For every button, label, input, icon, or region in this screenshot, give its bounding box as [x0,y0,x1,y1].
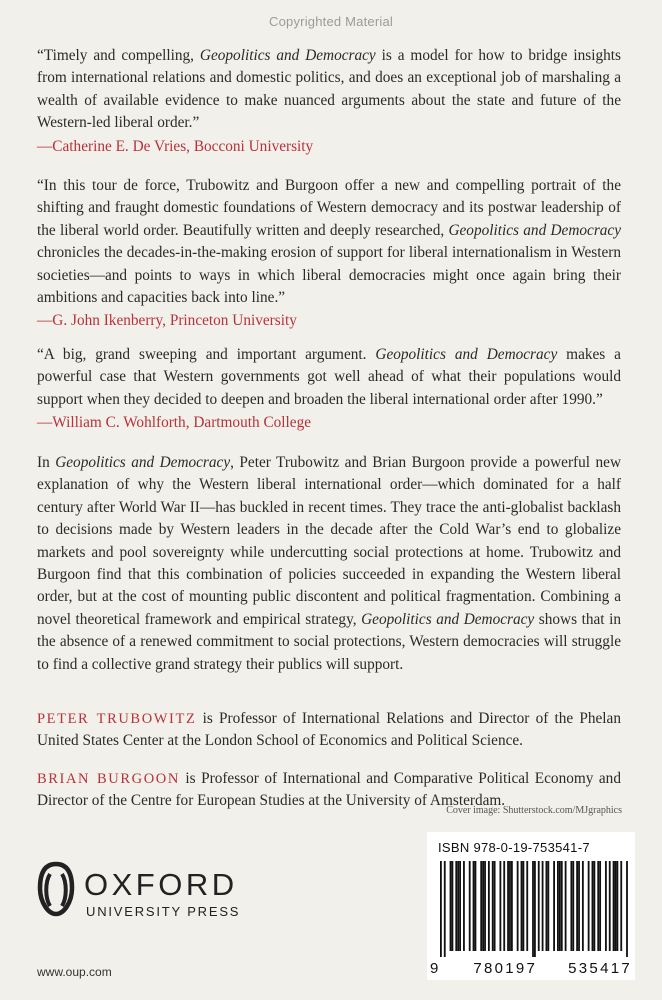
barcode-bar [459,861,461,951]
barcode-bar [542,861,544,951]
barcode-bar [582,861,584,951]
barcode-bar [576,861,578,951]
barcode-digit-group-2: 535417 [568,960,632,977]
barcode-bar [526,861,528,951]
barcode-bar [440,861,442,957]
book-title-italic: Geopolitics and Democracy [448,221,622,239]
barcode-bar [578,861,580,951]
isbn-label: ISBN 978-0-19-753541-7 [438,840,590,855]
isbn-barcode [440,861,628,957]
publisher-subtitle: UNIVERSITY PRESS [86,904,241,919]
review-attribution: —G. John Ikenberry, Princeton University [37,312,297,330]
review-attribution: —William C. Wohlforth, Dartmouth College [37,414,312,432]
barcode-digit-lead: 9 [430,960,439,977]
quote-text: chronicles the decades-in-the-making erosion of support for liberal internationalism in Western societies—and points to ways in which liberal democracies might once again bring their ambitions and capacities back into line.” [37,244,621,307]
barcode-bar [473,861,475,951]
barcode-bar [488,861,490,951]
barcode-bar [503,861,505,951]
barcode-bar [616,861,618,951]
barcode-bar [626,861,628,957]
book-title-italic: Geopolitics and Democracy [199,47,376,64]
barcode-bar [469,861,471,951]
barcode-bar [499,861,501,951]
barcode-bar [593,861,595,951]
barcode-bar [509,861,511,951]
barcode-bar [532,861,534,957]
barcode-bar [559,861,561,951]
copyright-watermark: Copyrighted Material [269,14,393,29]
barcode-bar [597,861,599,951]
review-attribution: —Catherine E. De Vries, Bocconi University [37,137,314,155]
book-title-italic: Geopolitics and Democracy [361,610,535,628]
author-bio-text: is Professor of International and Comparative Political Economy and Director of the Centre for European Studies at the University of Amsterdam. [37,770,621,810]
description-text: In [37,454,56,471]
barcode-bar [511,861,513,951]
barcode-digits [430,960,632,977]
barcode-bar [444,861,446,957]
quote-text: “In this tour de force, Trubowitz and Burgoon offer a new and compelling portrait of the shifting and fraught domestic foundations of Western democracy and its postwar leadership of the liberal world order. Beautifully written and deeply researched, [37,177,621,239]
barcode-bar [521,861,523,951]
cover-image-credit: Cover image: Shutterstock.com/MJgraphics [446,805,622,816]
review-quote [37,344,621,411]
barcode-bar [517,861,519,951]
barcode-bar [534,861,536,957]
barcode-bar [482,861,484,951]
author-name: BRIAN BURGOON [37,771,180,787]
author-bio-1 [37,708,621,753]
review-blurb-3 [37,344,621,435]
barcode-bar [450,861,452,951]
barcode-bar [605,861,607,951]
barcode-bar [457,861,459,951]
barcode-bar [538,861,540,951]
barcode-bar [557,861,559,951]
oxford-logo-icon [36,860,76,920]
barcode-bar [620,861,622,951]
quote-text: is a model for how to bridge insights from international relations and domestic politics, and does an exceptional job of marshaling a wealth of available evidence to make nuanced arguments about the state and future of the Western-led liberal order.” [37,47,621,132]
barcode-bar [494,861,496,951]
barcode-bar [613,861,615,951]
publisher-name: OXFORD [84,867,238,902]
barcode-bar [546,861,548,951]
barcode-bar [592,861,594,951]
quote-text: makes a powerful case that Western governments got well ahead of what their populations would support when they decided to deepen and broaden the liberal international order after 1990.” [37,346,621,408]
quote-text: “Timely and compelling, [37,47,200,64]
review-quote [37,45,621,135]
barcode-bar [572,861,574,951]
barcode-bar [452,861,454,951]
barcode-bar [547,861,549,951]
description-text: shows that in the absence of a renewed commitment to social protections, Western democracies will struggle to find a collective grand strategy their publics will support. [37,610,622,673]
barcode-bar [588,861,590,951]
author-name: PETER TRUBOWITZ [37,711,197,727]
barcode-bar [570,861,572,951]
barcode-bar [480,861,482,951]
review-blurb-2 [37,175,621,333]
barcode-bar [615,861,617,951]
publisher-website: www.oup.com [37,965,112,979]
book-title-italic: Geopolitics and Democracy [55,454,231,471]
barcode-bar [507,861,509,951]
description-text: , Peter Trubowitz and Brian Burgoon provide a powerful new explanation of why the Western liberal international order—which dominated for a half century after World War II—has buckled in recent times. They trace the anti-globalist backlash to decisions made by Western leaders in the decade after the Cold War’s end to globalize markets and pool sovereignty while undercutting social protections at home. Trubowitz and Burgoon find that this combination of policies succeeded in expanding the Western liberal order, but at the cost of mounting public discontent and political fragmentation. Combining a novel theoretical framework and empirical strategy, [37,454,621,628]
book-description [37,452,621,676]
barcode-digit-group-1: 780197 [473,960,538,977]
barcode-bar [522,861,524,951]
quote-text: “A big, grand sweeping and important argument. [37,346,376,363]
barcode-bar [609,861,611,951]
book-title-italic: Geopolitics and Democracy [375,346,558,363]
barcode-bar [565,861,567,951]
barcode-bar [455,861,457,951]
author-bio-text: is Professor of International Relations and Director of the Phelan United States Center at the London School of Economics and Political Science. [37,710,621,750]
barcode-bar [475,861,477,951]
barcode-bar [463,861,465,951]
review-quote [37,175,621,309]
barcode-bar [484,861,486,951]
review-blurb-1 [37,45,621,158]
barcode-bar [492,861,494,951]
barcode-bar [561,861,563,951]
barcode-bar [599,861,601,951]
barcode-bar [553,861,555,951]
